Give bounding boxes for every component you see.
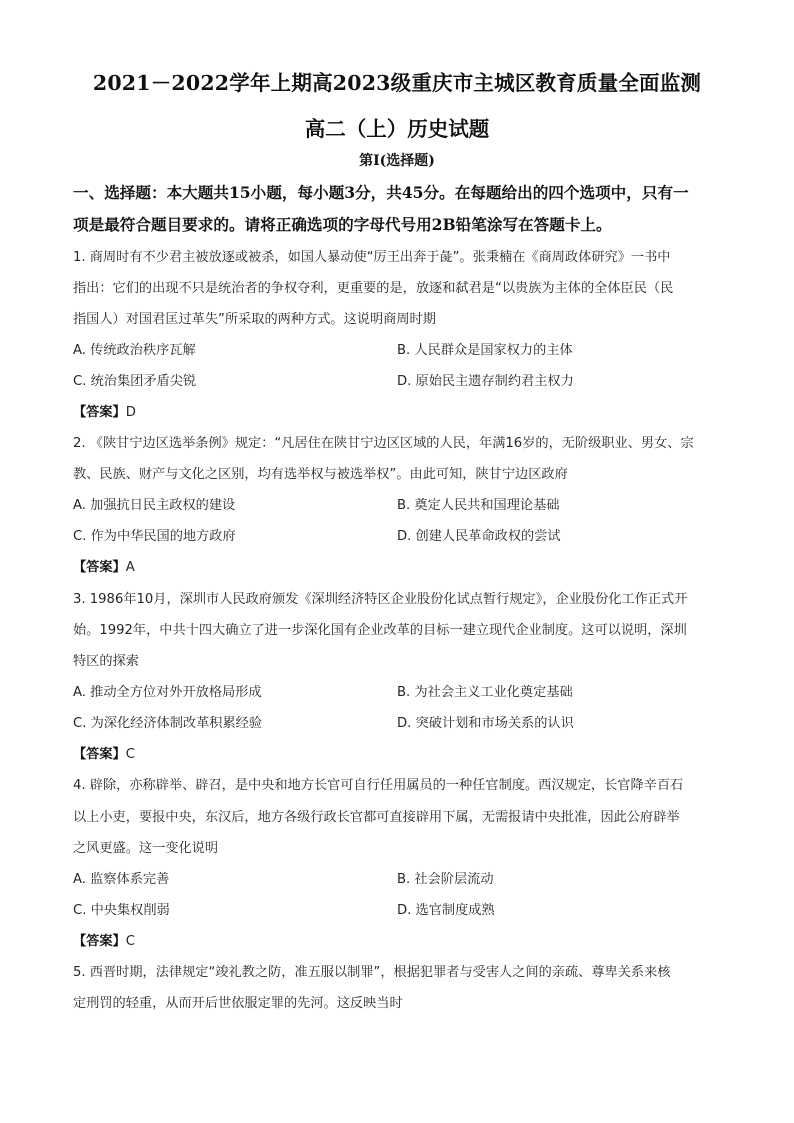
question-4-line-2: 以上小吏，要报中央，东汉后，地方各级行政长官都可直接辟用下属，无需报请中央批准，因此公府辟举 (73, 810, 680, 825)
question-4-option-b: B. 社会阶层流动 (397, 872, 494, 887)
question-2-option-d: D. 创建人民革命政权的尝试 (397, 529, 561, 544)
question-1-option-a: A. 传统政治秩序瓦解 (73, 343, 196, 358)
question-2-option-a: A. 加强抗日民主政权的建设 (73, 498, 236, 513)
section-instructions-line-1: 一、选择题：本大题共15小题，每小题3分，共45分。在每题给出的四个选项中，只有一 (73, 183, 689, 202)
question-3-option-c: C. 为深化经济体制改革积累经验 (73, 716, 263, 731)
question-4-answer (73, 930, 135, 949)
exam-title: 2021－2022学年上期高2023级重庆市主城区教育质量全面监测 (92, 71, 702, 95)
question-4-option-a: A. 监察体系完善 (73, 872, 170, 887)
section-instructions-line-2: 项是最符合题目要求的。请将正确选项的字母代号用2B铅笔涂写在答题卡上。 (73, 215, 612, 234)
answer-value: C (125, 747, 135, 762)
answer-label: 【答案】 (73, 560, 126, 575)
question-3-option-a: A. 推动全方位对外开放格局形成 (73, 685, 262, 700)
question-2-answer (73, 556, 135, 575)
question-3-line-3: 特区的探索 (73, 654, 139, 669)
answer-value: A (125, 560, 135, 575)
question-5-line-1: 5. 西晋时期，法律规定“竣礼教之防，准五服以制罪”，根据犯罪者与受害人之间的亲疏、尊卑关系来核 (73, 965, 671, 980)
answer-label: 【答案】 (73, 405, 126, 420)
question-4-line-1: 4. 辟除，亦称辟举、辟召，是中央和地方长官可自行任用属员的一种任官制度。西汉规定，长官降辛百石 (73, 778, 684, 793)
question-4-line-3: 之风更盛。这一变化说明 (73, 841, 219, 856)
answer-label: 【答案】 (73, 934, 126, 949)
answer-label: 【答案】 (73, 747, 126, 762)
question-2-line-2: 教、民族、财产与文化之区别，均有选举权与被选举权”。由此可知，陕甘宁边区政府 (73, 467, 568, 482)
question-3-option-b: B. 为社会主义工业化奠定基础 (397, 685, 573, 700)
question-5-line-2: 定刑罚的轻重，从而开后世依服定罪的先河。这反映当时 (73, 996, 403, 1011)
part-heading: 第Ⅰ(选择题) (359, 153, 435, 169)
question-1-option-d: D. 原始民主遗存制约君主权力 (397, 374, 574, 389)
question-3-line-1: 3. 1986年10月，深圳市人民政府颁发《深圳经济特区企业股份化试点暂行规定》，企业股份化工作正式开 (73, 592, 688, 607)
question-2-option-b: B. 奠定人民共和国理论基础 (397, 498, 560, 513)
question-3-answer (73, 743, 135, 762)
question-4-option-c: C. 中央集权削弱 (73, 903, 170, 918)
answer-value: C (125, 934, 135, 949)
question-3-option-d: D. 突破计划和市场关系的认识 (397, 716, 574, 731)
question-1-line-2: 指出：它们的出现不只是统治者的争权夺利，更重要的是，放逐和弑君是“以贵族为主体的全体臣民（民 (73, 281, 674, 296)
question-3-line-2: 始。1992年，中共十四大确立了进一步深化国有企业改革的目标一建立现代企业制度。这可以说明，深圳 (73, 623, 687, 638)
question-1-option-c: C. 统治集团矛盾尖锐 (73, 374, 197, 389)
question-2-option-c: C. 作为中华民国的地方政府 (73, 529, 236, 544)
exam-subtitle: 高二（上）历史试题 (304, 117, 490, 141)
question-1-option-b: B. 人民群众是国家权力的主体 (397, 343, 573, 358)
question-1-line-3: 指国人）对国君匡过革失”所采取的两种方式。这说明商周时期 (73, 312, 436, 327)
question-2-line-1: 2. 《陕甘宁边区选举条例》规定：“凡居住在陕甘宁边区区域的人民，年满16岁的，无阶级职业、男女、宗 (73, 436, 694, 451)
question-4-option-d: D. 选官制度成熟 (397, 903, 495, 918)
question-1-answer (73, 401, 136, 420)
answer-value: D (125, 405, 136, 420)
question-1-line-1: 1. 商周时有不少君主被放逐或被杀，如国人暴动使“厉王出奔于彘”。张秉楠在《商周政体研究》一书中 (73, 250, 671, 265)
